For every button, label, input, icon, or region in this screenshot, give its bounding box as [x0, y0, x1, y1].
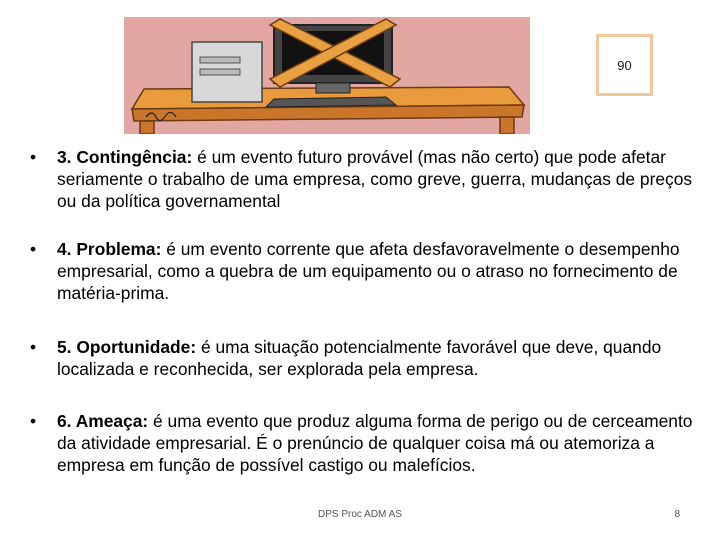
bullet-body: é um evento futuro provável (mas não certo) que pode afetar seriamente o trabalho de uma empresa, como greve, guerra, mudanças de preços ou da política governamental	[57, 147, 693, 211]
footer-course-label: DPS Proc ADM AS	[318, 509, 402, 520]
bullet-oportunidade	[30, 336, 695, 380]
bullet-title: 5. Oportunidade:	[57, 337, 197, 357]
bullet-dot: •	[30, 411, 37, 431]
bullet-dot: •	[30, 147, 37, 167]
footer-page-number: 8	[674, 509, 680, 520]
bullet-dot: •	[30, 239, 37, 259]
bullet-body: é uma evento que produz alguma forma de perigo ou de cerceamento da atividade empresarial. É o prenúncio de qualquer coisa má ou atemoriza a empresa em função de possível castigo ou malefícios.	[57, 411, 693, 475]
bullet-title: 3. Contingência:	[57, 147, 193, 167]
slide-number-box: 90	[596, 34, 653, 96]
bullet-body: é um evento corrente que afeta desfavoravelmente o desempenho empresarial, como a quebra de um equipamento ou o atraso no fornecimento de matéria-prima.	[57, 239, 680, 303]
bullet-title: 6. Ameaça:	[57, 411, 149, 431]
bullet-dot: •	[30, 337, 37, 357]
bullet-title: 4. Problema:	[57, 239, 162, 259]
bullet-body: é uma situação potencialmente favorável que deve, quando localizada e reconhecida, ser explorada pela empresa.	[57, 337, 662, 379]
bullet-contingencia	[30, 146, 695, 212]
bullet-ameaca	[30, 410, 695, 476]
bullet-problema	[30, 238, 695, 304]
computer-desk-drawing	[124, 17, 530, 134]
crossed-out-computer-illustration	[124, 17, 530, 134]
